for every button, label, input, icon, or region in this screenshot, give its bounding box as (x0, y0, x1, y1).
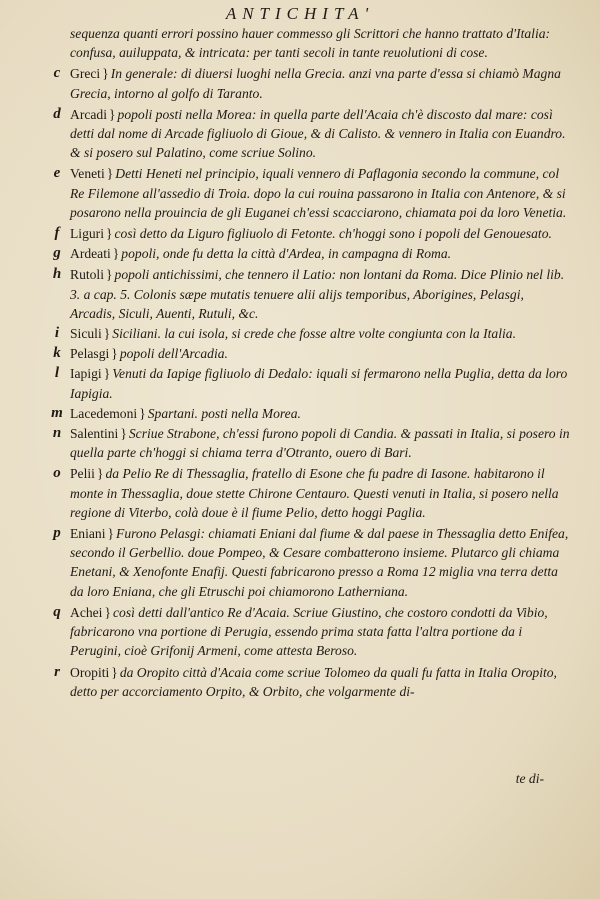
brace-mark: } (111, 346, 118, 362)
brace-mark: } (112, 246, 120, 262)
brace-mark: } (120, 426, 127, 442)
entry-k (53, 344, 570, 363)
entry-text: Scriue Strabone, ch'essi furono popoli di Candia. & passati in Italia, si posero in quella parte ch'hoggi si chiama terra d'Otranto, ouero di Bari. (70, 426, 570, 461)
entry-text: Detti Heneti nel principio, iquali vennero di Paflagonia secondo la commune, col Re Filemone all'assedio di Troia. dopo la cui rouina passarono in Italia con Antenore, & si posarono nella prouincia de gli Euganei ch'essi scacciarono, chiamata poi da loro Venetia. (70, 166, 567, 220)
entry-term: Greci (70, 66, 101, 82)
brace-mark: } (96, 466, 104, 482)
brace-mark: } (111, 664, 118, 680)
entry-term: Achei (70, 604, 103, 620)
running-head: ANTICHITA' (225, 4, 375, 23)
entry-n (52, 424, 570, 462)
entry-term: Salentini (70, 426, 119, 442)
brace-mark: } (103, 366, 111, 382)
entry-term: Lacedemoni (70, 405, 138, 421)
entry-term: Ardeati (70, 246, 111, 262)
entry-marker: n (52, 425, 62, 442)
entry-term: Pelii (70, 466, 95, 482)
brace-mark: } (106, 166, 114, 182)
brace-mark: } (139, 405, 146, 421)
entry-m (51, 404, 570, 423)
entry-term: Arcadi (70, 106, 107, 122)
entry-p (53, 524, 570, 601)
entry-marker: g (53, 245, 61, 262)
entry-text: da Oropito città d'Acaia come scriue Tolomeo da quali fu fatta in Italia Oropito, detto per accorciamento Orpito, & Orbito, che volgarmente di- (70, 664, 557, 699)
entry-marker: f (54, 225, 60, 242)
entry-o (53, 464, 570, 522)
entry-marker: h (52, 266, 62, 283)
entry-text: popoli antichissimi, che tennero il Latio: non lontani da Roma. Dice Plinio nel lib. 3. a cap. 5. Colonis sæpe mutatis tenuere alii alijs temporibus, Aborigines, Pelasgi, Arcadis, Siculi, Auenti, Rutuli, &c. (70, 267, 565, 321)
entry-text: così detti dall'antico Re d'Acaia. Scriue Giustino, che costoro condotti da Vibio, fabricarono vna portione di Perugia, essendo prima stata fatta l'altra portione da i Perugini, cioè Grifonij Armeni, come attesta Beroso. (70, 604, 548, 659)
entry-marker: i (54, 325, 60, 342)
entry-g (53, 244, 570, 263)
intro-paragraph: sequenza quanti errori possino hauer commesso gli Scrittori che hanno trattato d'Italia: confusa, auiluppata, & intricata: per tanti secoli in tante reuolutioni di cose. (70, 26, 551, 61)
entry-marker: l (54, 365, 60, 382)
entry-i (54, 324, 570, 343)
entry-text: Furono Pelasgi: chiamati Eniani dal fiume & dal paese in Thessaglia detto Enifea, secondo il Gerbellio. doue Pompeo, & Cesare combatterono insieme. Plutarco gli chiama Enetani, & Xenofonte Enafij. Questi fabricarono presso a Roma 12 miglia vna terra detta da loro Eniana, che gli Etruschi poi chiamorono Latherniana. (70, 526, 569, 599)
entries-list (51, 64, 570, 701)
brace-mark: } (107, 526, 115, 542)
brace-mark: } (102, 66, 109, 82)
entry-q (53, 603, 570, 661)
entry-marker: m (51, 404, 63, 421)
entry-l (54, 364, 570, 402)
page-text (51, 24, 570, 701)
entry-text: In generale: di diuersi luoghi nella Grecia. anzi vna parte d'essa si chiamò Magna Grecia, intorno al golfo di Taranto. (70, 66, 561, 101)
entry-marker: p (53, 525, 61, 542)
entry-text: popoli posti nella Morea: in quella parte dell'Acaia ch'è discosto dal mare: così detti dal nome di Arcade figliuolo di Gioue, & di Calisto. & vennero in Italia con Euandro. & si posero sul Palatino, come scriue Solino. (70, 106, 566, 161)
entry-term: Eniani (70, 526, 106, 542)
entry-term: Rutoli (70, 267, 104, 283)
entry-marker: o (53, 465, 61, 482)
entry-e (53, 164, 570, 222)
entry-text: Siciliani. la cui isola, si crede che fosse altre volte congiunta con la Italia. (112, 326, 516, 342)
entry-term: Iapigi (70, 366, 102, 382)
brace-mark: } (109, 106, 116, 122)
entry-term: Pelasgi (70, 346, 110, 362)
entry-marker: r (54, 663, 60, 680)
entry-d (53, 105, 570, 163)
brace-mark: } (103, 326, 111, 342)
entry-marker: q (53, 603, 61, 620)
brace-mark: } (106, 267, 113, 283)
entry-term: Oropiti (70, 664, 110, 680)
entry-term: Veneti (70, 166, 105, 182)
entry-term: Liguri (70, 226, 104, 242)
entry-marker: c (53, 65, 61, 82)
entry-marker: e (53, 165, 61, 182)
entry-text: Spartani. posti nella Morea. (147, 405, 301, 421)
entry-r (54, 663, 570, 701)
entry-term: Siculi (70, 326, 102, 342)
entry-text: popoli dell'Arcadia. (119, 346, 228, 362)
entry-text: Venuti da Iapige figliuolo di Dedalo: iquali si fermarono nella Puglia, detta da loro Iapigia. (70, 366, 568, 401)
brace-mark: } (105, 226, 113, 242)
entry-text: popoli, onde fu detta la città d'Ardea, in campagna di Roma. (121, 246, 452, 262)
entry-text: da Pelio Re di Thessaglia, fratello di Esone che fu padre di Iasone. habitarono il monte in Thessaglia, doue stette Chirone Centauro. Questi venuti in Italia, si posero nella regione di Viterbo, colà doue è il fiume Pelio, detto hoggi Paglia. (70, 466, 559, 520)
entry-text: così detto da Liguro figliuolo di Fetonte. ch'hoggi sono i popoli del Genouesato. (114, 226, 552, 242)
entry-f (54, 224, 570, 243)
catchword: te di- (515, 771, 544, 786)
entry-c (53, 64, 570, 102)
entry-h (52, 265, 570, 323)
entry-marker: d (53, 105, 61, 122)
entry-marker: k (53, 345, 61, 362)
brace-mark: } (104, 604, 111, 620)
